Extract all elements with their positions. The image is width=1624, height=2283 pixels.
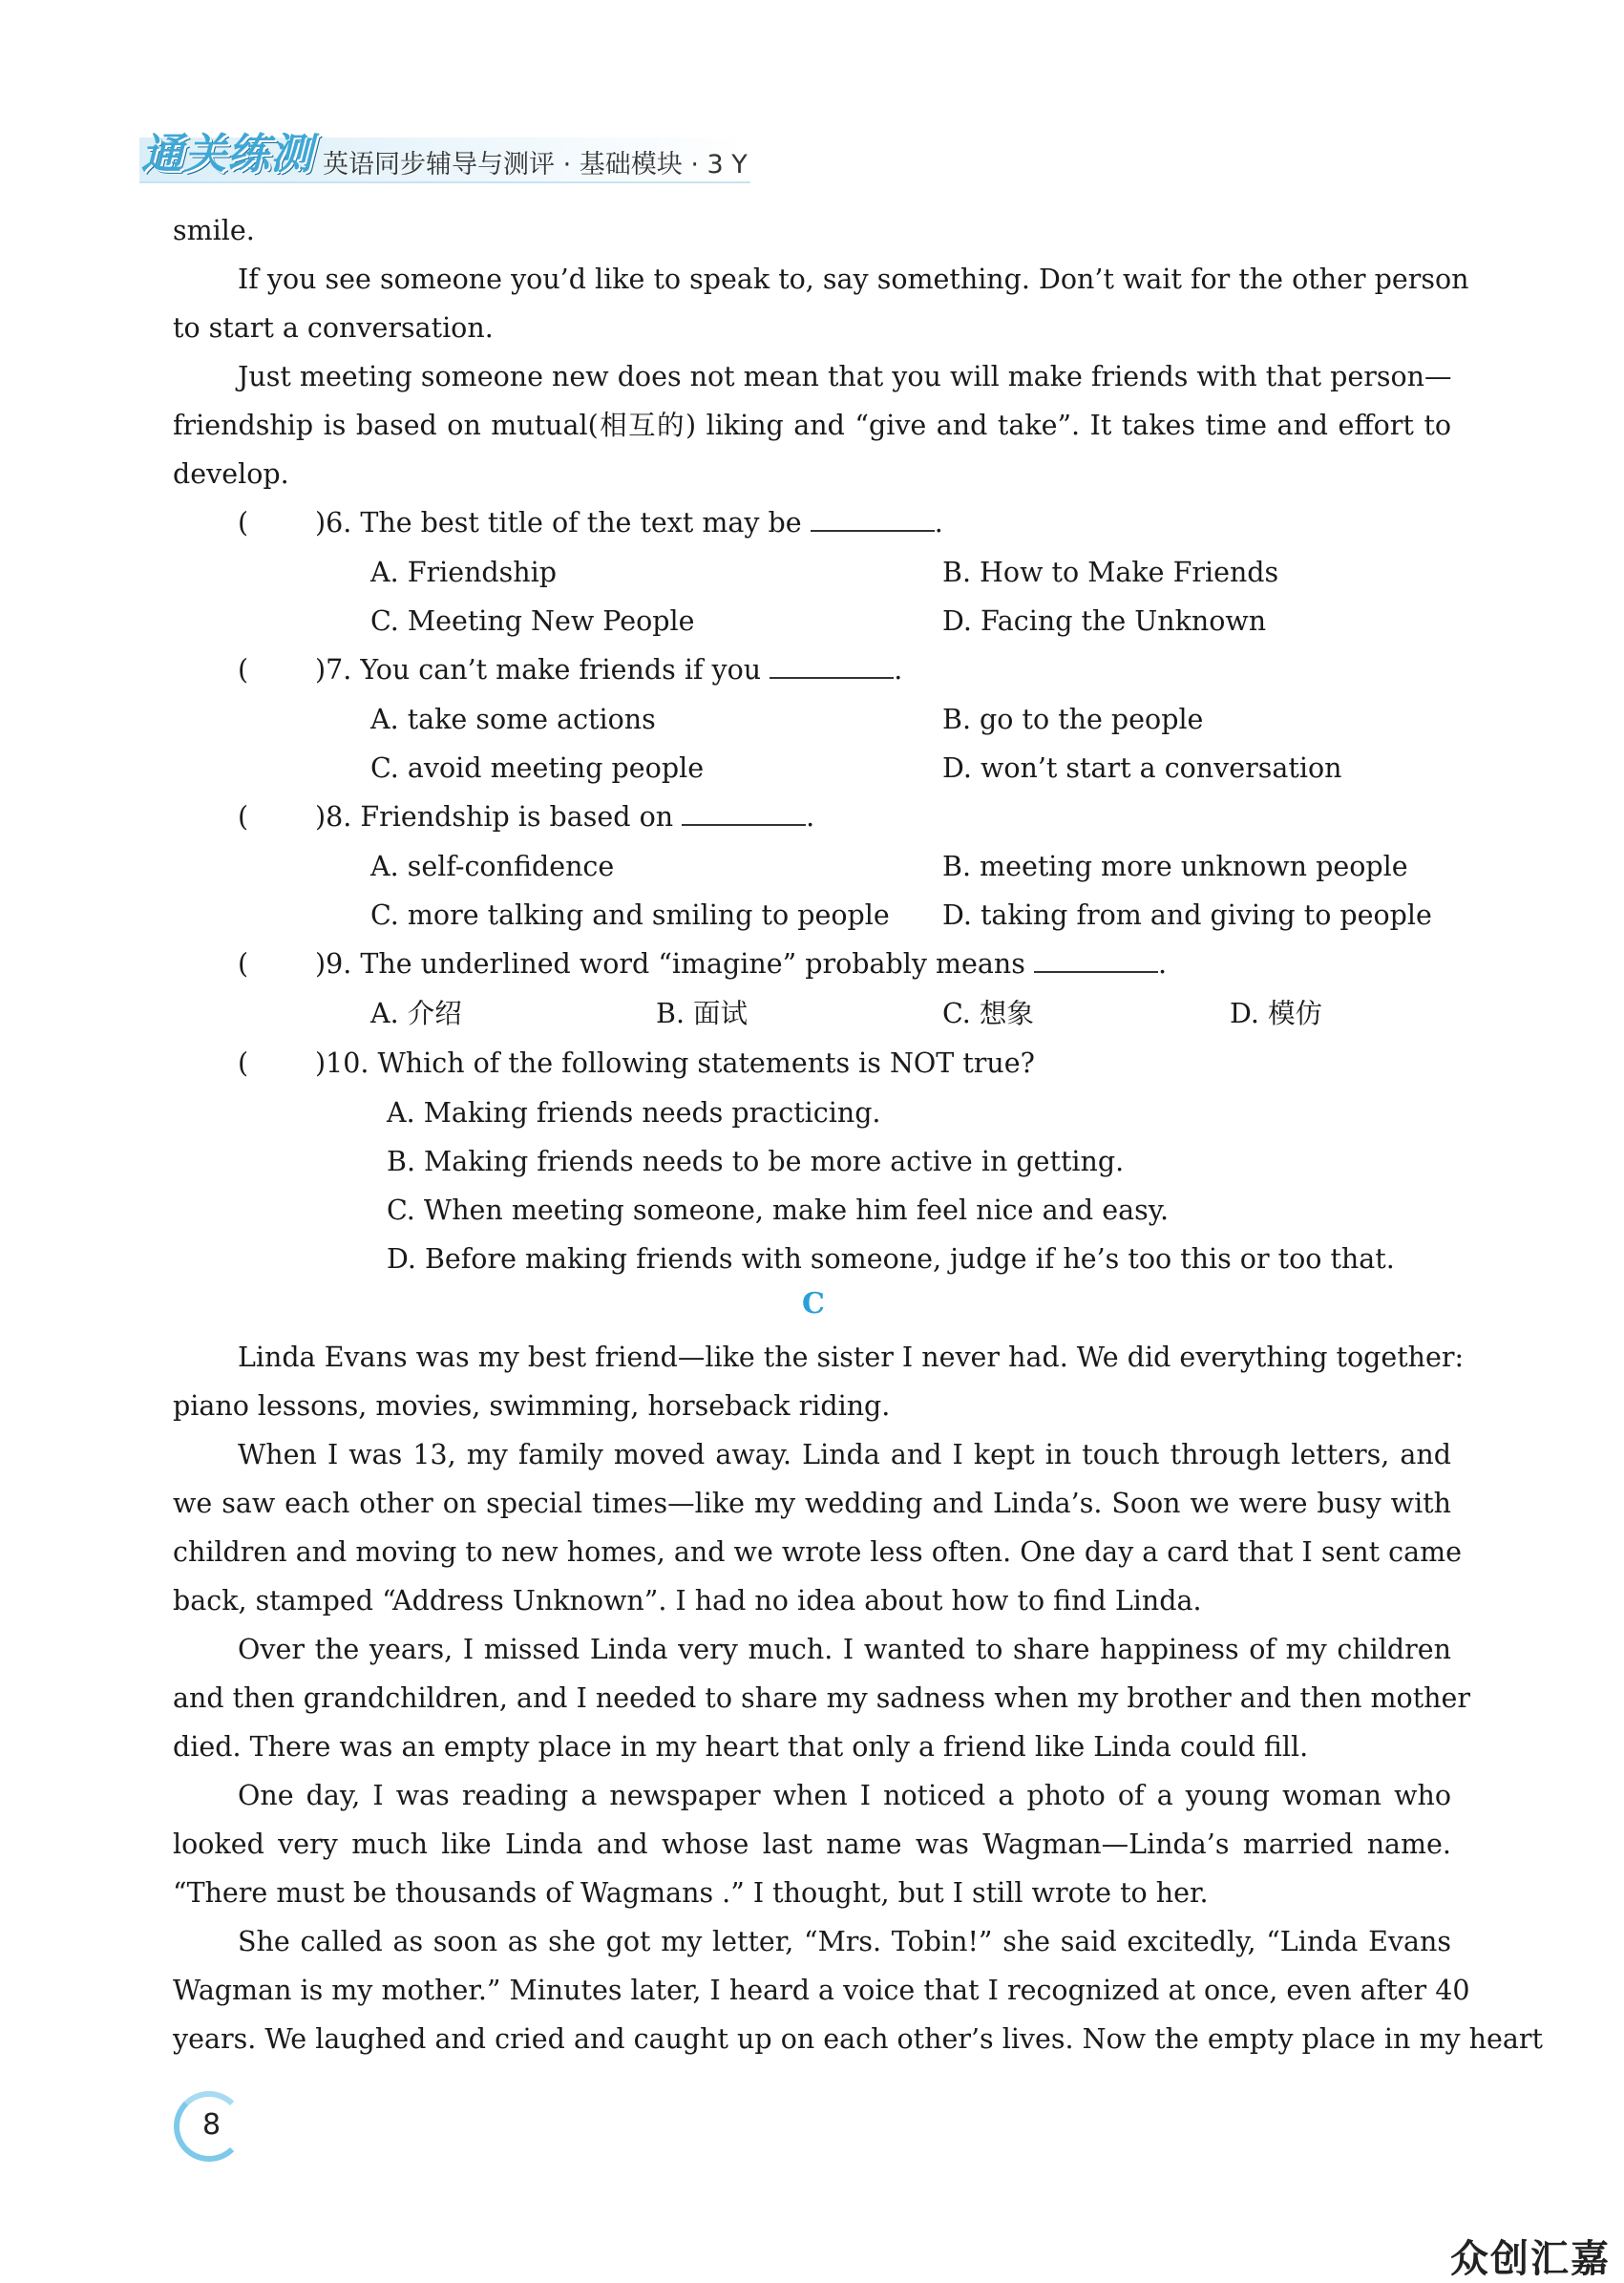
passage-line: Wagman is my mother.” Minutes later, I heard a voice that I recognized at once, even after 40 — [173, 1975, 1470, 2006]
passage-line: If you see someone you’d like to speak to, say something. Don’t wait for the other person — [238, 264, 1469, 295]
answer-blank[interactable] — [811, 507, 935, 532]
option: D. taking from and giving to people — [942, 899, 1432, 931]
answer-paren-open: ( — [238, 1047, 249, 1079]
option: D. Before making friends with someone, judge if he’s too this or too that. — [387, 1243, 1395, 1275]
passage-line: Linda Evans was my best friend—like the sister I never had. We did everything together: — [238, 1342, 1465, 1373]
question-7 — [315, 651, 902, 689]
question-stem: 7. You can’t make friends if you — [326, 654, 762, 686]
page-number-badge — [174, 2091, 248, 2166]
passage-line: Over the years, I missed Linda very much. I wanted to share happiness of my children — [238, 1634, 1451, 1665]
passage-line: died. There was an empty place in my heart that only a friend like Linda could fill. — [173, 1731, 1309, 1763]
option: D. 模仿 — [1230, 998, 1322, 1029]
option: A. Friendship — [370, 557, 558, 588]
passage-line: and then grandchildren, and I needed to share my sadness when my brother and then mother — [173, 1682, 1471, 1714]
passage-line: She called as soon as she got my letter, “Mrs. Tobin!” she said excitedly, “Linda Evans — [238, 1926, 1451, 1957]
option: B. go to the people — [942, 704, 1204, 735]
stem-end: . — [934, 507, 943, 539]
option: A. take some actions — [370, 704, 656, 735]
passage-line: we saw each other on special times—like my wedding and Linda’s. Soon we were busy with — [173, 1488, 1451, 1519]
question-stem: 6. The best title of the text may be — [326, 507, 802, 539]
answer-blank[interactable] — [1034, 948, 1158, 973]
stem-end: . — [806, 801, 815, 833]
option: A. Making friends needs practicing. — [387, 1097, 881, 1129]
passage-line: “There must be thousands of Wagmans .” I thought, but I still wrote to her. — [173, 1877, 1209, 1909]
passage-line: back, stamped “Address Unknown”. I had no idea about how to find Linda. — [173, 1585, 1202, 1617]
option: B. meeting more unknown people — [942, 851, 1408, 882]
answer-paren-close: ) — [315, 654, 327, 686]
answer-paren-close: ) — [315, 948, 327, 980]
answer-blank[interactable] — [682, 801, 806, 826]
passage-line: to start a conversation. — [173, 312, 494, 344]
answer-paren-close: ) — [315, 1047, 327, 1079]
passage-line: develop. — [173, 458, 289, 490]
answer-blank[interactable] — [770, 654, 894, 679]
page-number: 8 — [202, 2108, 221, 2142]
option: C. Meeting New People — [370, 605, 695, 637]
option: A. 介绍 — [370, 998, 462, 1029]
answer-paren-open: ( — [238, 948, 249, 980]
passage-line: children and moving to new homes, and we wrote less often. One day a card that I sent came — [173, 1536, 1463, 1568]
option: C. avoid meeting people — [370, 752, 705, 784]
question-stem: 10. Which of the following statements is NOT true? — [326, 1047, 1035, 1079]
option: C. 想象 — [942, 998, 1034, 1029]
option: B. 面试 — [656, 998, 749, 1029]
passage-line: years. We laughed and cried and caught up on each other’s lives. Now the empty place in my heart — [173, 2023, 1543, 2055]
question-10 — [315, 1045, 1035, 1083]
option: D. won’t start a conversation — [942, 752, 1342, 784]
question-8 — [315, 798, 814, 836]
passage-line: looked very much like Linda and whose last name was Wagman—Linda’s married name. — [173, 1829, 1451, 1860]
answer-paren-open: ( — [238, 801, 249, 833]
answer-paren-close: ) — [315, 507, 327, 539]
question-stem: 8. Friendship is based on — [326, 801, 674, 833]
answer-paren-close: ) — [315, 801, 327, 833]
passage-line: friendship is based on mutual(相互的) liking and “give and take”. It takes time and effort to — [173, 410, 1451, 441]
series-logo: 通关练测 — [141, 130, 313, 179]
option: C. more talking and smiling to people — [370, 899, 890, 931]
option: B. Making friends needs to be more active in getting. — [387, 1146, 1125, 1177]
section-heading: C — [802, 1287, 825, 1321]
passage-line: piano lessons, movies, swimming, horseback riding. — [173, 1390, 891, 1422]
question-9 — [315, 945, 1167, 983]
watermark: 众创汇嘉 — [1450, 2237, 1611, 2281]
question-stem: 9. The underlined word “imagine” probably means — [326, 948, 1025, 980]
passage-line: smile. — [173, 215, 255, 246]
option: B. How to Make Friends — [942, 557, 1279, 588]
passage-line: One day, I was reading a newspaper when I noticed a photo of a young woman who — [238, 1780, 1451, 1811]
answer-paren-open: ( — [238, 654, 249, 686]
option: D. Facing the Unknown — [942, 605, 1267, 637]
option: C. When meeting someone, make him feel nice and easy. — [387, 1194, 1170, 1226]
answer-paren-open: ( — [238, 507, 249, 539]
page-header — [139, 126, 750, 187]
question-6 — [315, 504, 943, 542]
stem-end: . — [1157, 948, 1168, 980]
passage-line: Just meeting someone new does not mean that you will make friends with that person— — [238, 361, 1452, 392]
passage-line: When I was 13, my family moved away. Linda and I kept in touch through letters, and — [238, 1439, 1451, 1470]
book-title: 英语同步辅导与测评 · 基础模块 · 3 Y — [323, 150, 748, 180]
option: A. self-confidence — [370, 851, 615, 882]
stem-end: . — [894, 654, 903, 686]
